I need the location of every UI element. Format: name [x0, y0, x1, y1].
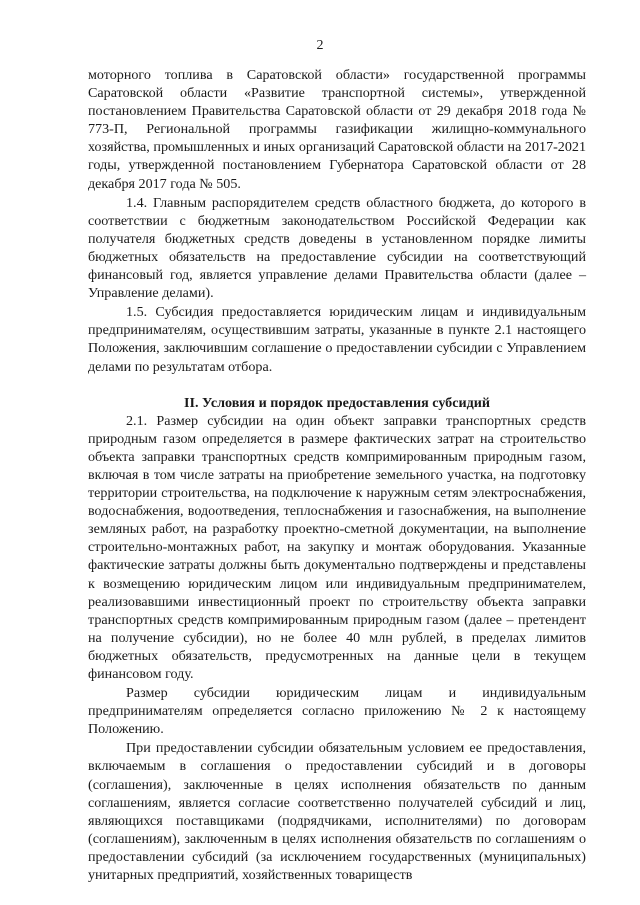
paragraph-1-4: 1.4. Главным распорядителем средств областного бюджета, до которого в соответствии с бюджетным законодательством Российской Федерации как получателя бюджетных средств доведены в установленном порядке лимиты бюджетных обязательств на предоставление субсидии на соответствующий финансовый год, является управление делами Правительства области (далее – Управление делами).: [88, 194, 586, 302]
paragraph-subsidy-size: Размер субсидии юридическим лицам и индивидуальным предпринимателям определяется согласно приложению № 2 к настоящему Положению.: [88, 685, 586, 738]
document-body: [88, 66, 586, 884]
paragraph-1-5: 1.5. Субсидия предоставляется юридическим лицам и индивидуальным предпринимателям, осуществившим затраты, указанные в пункте 2.1 настоящего Положения, заключившим соглашение о предоставлении субсидии с Управлением делами по результатам отбора.: [88, 304, 586, 375]
section-heading: II. Условия и порядок предоставления субсидий: [184, 394, 490, 411]
paragraph-subsidy-condition: При предоставлении субсидии обязательным условием ее предоставления, включаемым в соглашения о предоставлении субсидий и в договоры (соглашения), заключенные в целях исполнения обязательств по данным соглашениям, является согласие соответственно получателей субсидий и лиц, являющихся поставщиками (подрядчиками, исполнителями) по договорам (соглашениям), заключенным в целях исполнения обязательств по соглашениям о предоставлении субсидий (за исключением государственных (муниципальных) унитарных предприятий, хозяйственных товариществ: [88, 740, 586, 884]
paragraph-continuation: моторного топлива в Саратовской области» государственной программы Саратовской области «Развитие транспортной системы», утвержденной постановлением Правительства Саратовской области от 29 декабря 2018 года № 773-П, Региональной программы газификации жилищно-коммунального хозяйства, промышленных и иных организаций Саратовской области на 2017-2021 годы, утвержденной постановлением Губернатора Саратовской области от 28 декабря 2017 года № 505.: [88, 67, 586, 192]
page-number: 2: [316, 38, 324, 53]
paragraph-2-1: 2.1. Размер субсидии на один объект заправки транспортных средств природным газом определяется в размере фактических затрат на строительство объекта заправки транспортных средств компримированным природным газом, включая в том числе затраты на приобретение земельного участка, на подготовку территории строительства, на подключение к наружным сетям электроснабжения, водоснабжения, водоотведения, теплоснабжения и газоснабжения, на выполнение земляных работ, на разработку проектно-сметной документации, на выполнение строительно-монтажных работ, на закупку и монтаж оборудования. Указанные фактические затраты должны быть документально подтверждены и представлены к возмещению юридическим лицом или индивидуальным предпринимателем, реализовавшими инвестиционный проект по строительству объекта заправки транспортных средств компримированным природным газом (далее – претендент на получение субсидии), но не более 40 млн рублей, в пределах лимитов бюджетных обязательств, предусмотренных на данные цели в текущем финансовом году.: [88, 412, 586, 682]
